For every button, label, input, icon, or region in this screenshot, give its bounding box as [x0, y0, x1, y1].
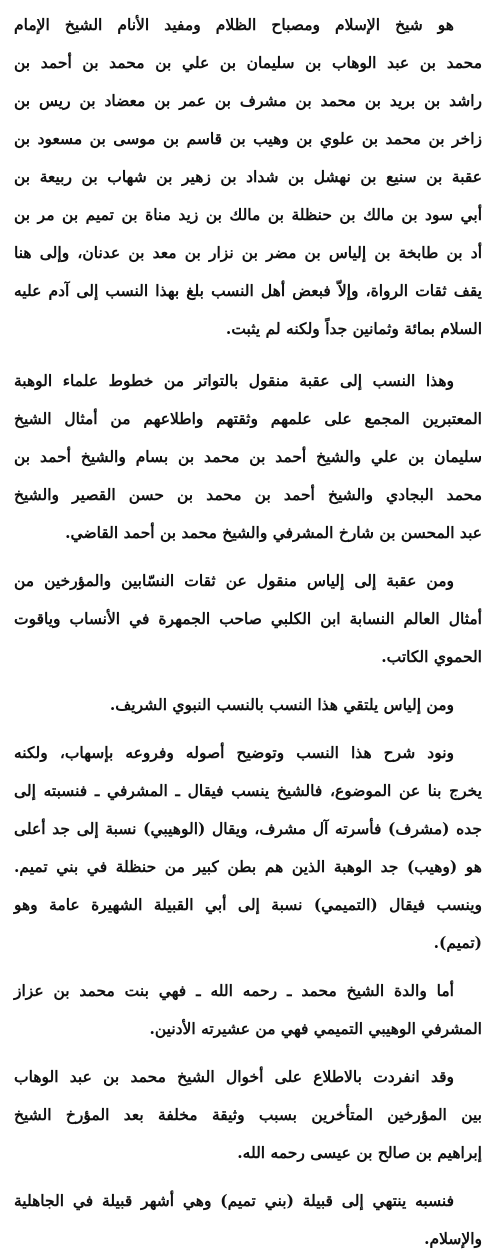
text-line: هو شيخ الإسلام ومصباح الظلام ومفيد الأنام الشيخ الإمام	[14, 15, 454, 34]
text-line: ومن عقبة إلى إلياس منقول عن ثقات النسّابين والمؤرخين من	[14, 571, 454, 590]
text-line: بين المؤرخين المتأخرين بسبب وثيقة مخلفة بعد المؤرخ الشيخ	[14, 1105, 482, 1124]
text-line: عقبة بن سنيع بن نهشل بن شداد بن زهير بن شهاب بن ربيعة بن	[14, 167, 482, 186]
text-line: ونود شرح هذا النسب وتوضيح أصوله وفروعه بإسهاب، ولكنه	[14, 743, 454, 762]
text-line: يقف ثقات الرواة، وإلاّ فبعض أهل النسب بلغ بهذا النسب إلى آدم عليه	[14, 281, 482, 300]
text-line: أمثال العالم النسابة ابن الكلبي صاحب الجمهرة في الأنساب وياقوت	[14, 609, 482, 628]
text-line: سليمان بن علي والشيخ أحمد بن محمد بن بسام والشيخ أحمد بن	[14, 447, 482, 466]
text-line: هو (وهيب) جد الوهبة الذين هم بطن كبير من حنظلة في بني تميم.	[14, 857, 482, 876]
text-line: السلام بمائة وثمانين جداً ولكنه لم يثبت.	[225, 319, 482, 338]
text-line: راشد بن بريد بن محمد بن مشرف بن عمر بن معضاد بن ريس بن	[14, 91, 482, 110]
text-line: الحموي الكاتب.	[381, 647, 482, 666]
paragraph-tribe	[14, 1182, 482, 1258]
text-line: والإسلام.	[424, 1229, 482, 1248]
text-line: محمد بن عبد الوهاب بن سليمان بن علي بن محمد بن أحمد بن	[14, 53, 482, 72]
text-line: جده (مشرف) فأسرته آل مشرف، ويقال (الوهيبي) نسبة إلى جد أعلى	[14, 819, 482, 838]
text-line: ومن إلياس يلتقي هذا النسب بالنسب النبوي الشريف.	[109, 695, 454, 714]
text-line: أبي سود بن مالك بن حنظلة بن مالك بن زيد مناة بن تميم بن مر بن	[14, 205, 482, 224]
text-line: فنسبه ينتهي إلى قبيلة (بني تميم) وهي أشهر قبيلة في الجاهلية	[14, 1191, 454, 1210]
text-line: إبراهيم بن صالح بن عيسى رحمه الله.	[237, 1143, 482, 1162]
text-line: زاخر بن محمد بن علوي بن وهيب بن قاسم بن موسى بن مسعود بن	[14, 129, 482, 148]
paragraph-prophetic-lineage	[14, 686, 482, 724]
text-line: (تميم).	[433, 933, 482, 952]
text-line: المعتبرين المجمع على علمهم وثقتهم واطلاعهم من أمثال الشيخ	[14, 409, 482, 428]
text-line: المشرفي الوهيبي التميمي فهي من عشيرته الأدنين.	[149, 1019, 482, 1038]
paragraph-lineage	[14, 6, 482, 348]
text-line: وهذا النسب إلى عقبة منقول بالتواتر من خطوط علماء الوهبة	[14, 371, 454, 390]
text-line: يخرج بنا عن الموضوع، فالشيخ ينسب فيقال ـ المشرفي ـ فنسبته إلى	[14, 781, 482, 800]
paragraph-genealogists	[14, 562, 482, 676]
paragraph-mother	[14, 972, 482, 1048]
paragraph-explanation	[14, 734, 482, 962]
text-line: وينسب فيقال (التميمي) نسبة إلى أبي القبيلة الشهيرة عامة وهو	[14, 895, 482, 914]
text-line: وقد انفردت بالاطلاع على أخوال الشيخ محمد بن عبد الوهاب	[14, 1067, 454, 1086]
text-line: عبد المحسن بن شارخ المشرفي والشيخ محمد بن أحمد القاضي.	[65, 523, 482, 542]
text-line: أما والدة الشيخ محمد ـ رحمه الله ـ فهي بنت محمد بن عزاز	[14, 981, 454, 1000]
paragraph-maternal-uncles	[14, 1058, 482, 1172]
paragraph-sources	[14, 362, 482, 552]
text-line: أد بن طابخة بن إلياس بن مضر بن نزار بن معد بن عدنان، وإلى هنا	[14, 243, 482, 262]
text-line: محمد البجادي والشيخ أحمد بن محمد بن حسن القصير والشيخ	[14, 485, 482, 504]
